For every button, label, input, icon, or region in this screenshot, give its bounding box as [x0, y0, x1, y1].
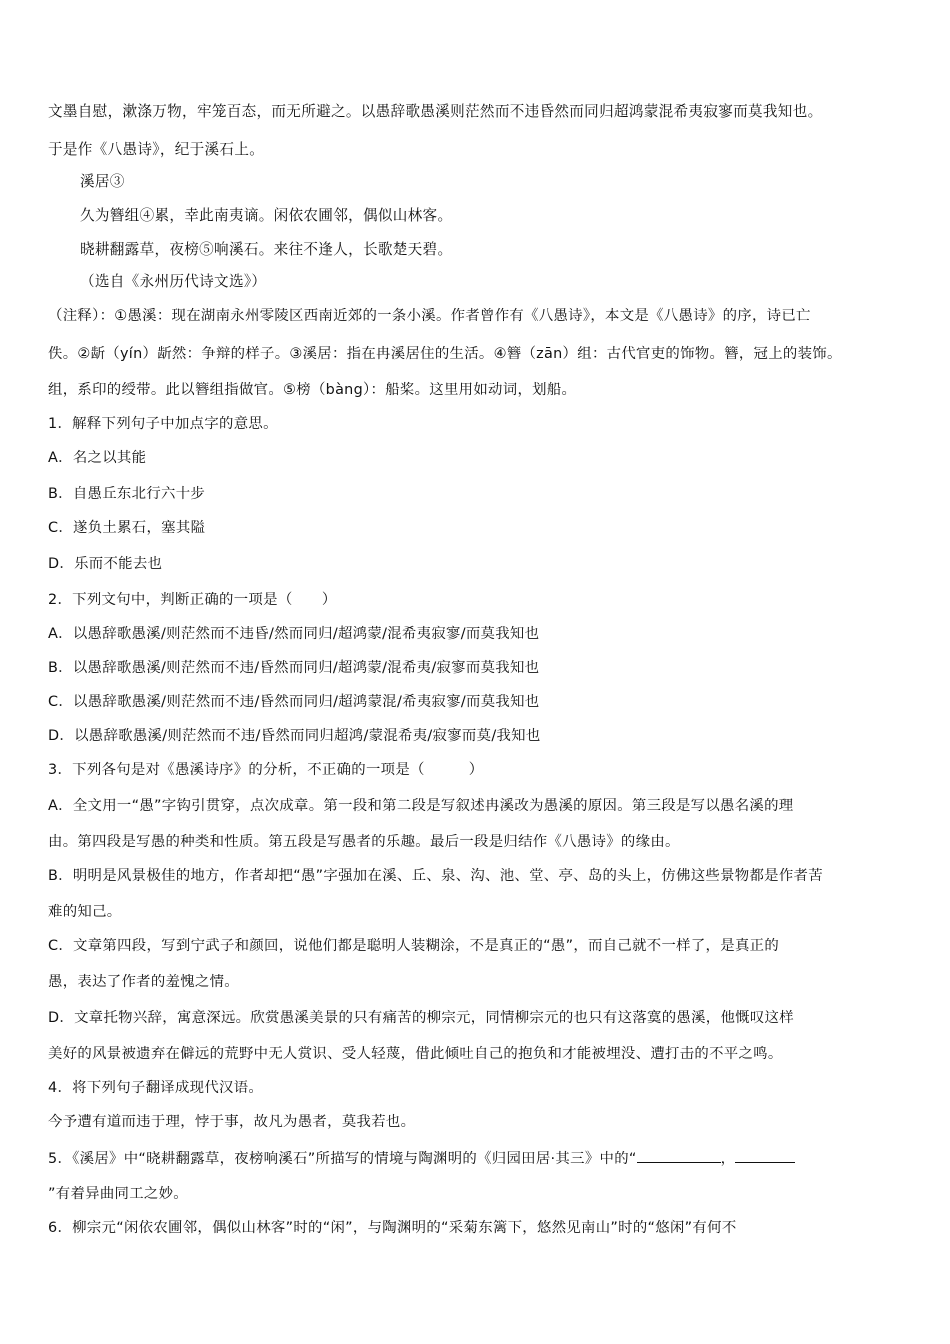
- question-1-option-b: B．自愚丘东北行六十步: [48, 486, 206, 502]
- poem-source: （选自《永州历代诗文选》）: [80, 273, 267, 290]
- passage-line: 于是作《八愚诗》，纪于溪石上。: [48, 141, 265, 158]
- question-3-option-c: C．文章第四段，写到宁武子和颜回，说他们都是聪明人装糊涂，不是真正的“愚”，而自己就不一样了，是真正的: [48, 938, 780, 954]
- question-5-stem: [48, 1148, 795, 1169]
- question-3-option-a-cont: 由。第四段是写愚的种类和性质。第五段是写愚者的乐趣。最后一段是归结作《八愚诗》的缘由。: [48, 834, 680, 850]
- passage-line: 文墨自慰，漱涤万物，牢笼百态，而无所避之。以愚辞歌愚溪则茫然而不违昏然而同归超鸿蒙混希夷寂寥而莫我知也。: [48, 103, 823, 120]
- question-3-option-d-cont: 美好的风景被遗弃在僻远的荒野中无人赏识、受人轻蔑，借此倾吐自己的抱负和才能被埋没、遭打击的不平之鸣。: [48, 1046, 783, 1062]
- poem-title: 溪居③: [80, 173, 125, 190]
- poem-line: 久为簪组④累，幸此南夷谪。闲依农圃邻，偶似山林客。: [80, 207, 453, 224]
- question-3-option-d: D．文章托物兴辞，寓意深远。欣赏愚溪美景的只有痛苦的柳宗元，同情柳宗元的也只有这落寞的愚溪，他慨叹这样: [48, 1010, 794, 1026]
- question-1-option-c: C．遂负土累石，塞其隘: [48, 520, 206, 536]
- question-1-option-a: A．名之以其能: [48, 450, 147, 466]
- question-2-option-c: C．以愚辞歌愚溪/则茫然而不违/昏然而同归/超鸿蒙混/希夷寂寥/而莫我知也: [48, 694, 540, 710]
- question-3-option-a: A．全文用一“愚”字钩引贯穿，点次成章。第一段和第二段是写叙述冉溪改为愚溪的原因。第三段是写以愚名溪的理: [48, 798, 794, 814]
- answer-blank[interactable]: [735, 1148, 795, 1163]
- answer-blank[interactable]: [637, 1148, 721, 1163]
- question-2-option-a: A．以愚辞歌愚溪/则茫然而不违昏/然而同归/超鸿蒙/混希夷寂寥/而莫我知也: [48, 626, 540, 642]
- question-4-text: 今予遭有道而违于理，悖于事，故凡为愚者，莫我若也。: [48, 1114, 416, 1130]
- notes-line: 组，系印的绶带。此以簪组指做官。⑤榜（bàng）：船桨。这里用如动词，划船。: [48, 382, 577, 398]
- notes-line: （注释）：①愚溪：现在湖南永州零陵区西南近郊的一条小溪。作者曾作有《八愚诗》，本文是《八愚诗》的序，诗已亡: [48, 308, 811, 324]
- poem-line: 晓耕翻露草，夜榜⑤响溪石。来往不逢人，长歌楚天碧。: [80, 241, 453, 258]
- notes-line: 佚。②龂（yín）龂然：争辩的样子。③溪居：指在冉溪居住的生活。④簪（zān）组：古代官吏的饰物。簪，冠上的装饰。: [48, 346, 842, 362]
- question-5-cont: ”有着异曲同工之妙。: [48, 1186, 188, 1202]
- question-5-text: 5．《溪居》中“晓耕翻露草，夜榜响溪石”所描写的情境与陶渊明的《归园田居·其三》中的“: [48, 1151, 637, 1167]
- question-6-stem: 6．柳宗元“闲依农圃邻，偶似山林客”时的“闲”，与陶渊明的“采菊东篱下，悠然见南山”时的“悠闲”有何不: [48, 1220, 737, 1236]
- question-5-separator: ，: [720, 1151, 736, 1167]
- question-2-stem: 2．下列文句中，判断正确的一项是（ ）: [48, 592, 337, 608]
- question-2-option-d: D．以愚辞歌愚溪/则茫然而不违/昏然而同归超鸿/蒙混希夷/寂寥而莫/我知也: [48, 728, 541, 744]
- question-1-option-d: D．乐而不能去也: [48, 556, 163, 572]
- question-1-stem: 1．解释下列句子中加点字的意思。: [48, 416, 278, 432]
- question-2-option-b: B．以愚辞歌愚溪/则茫然而不违/昏然而同归/超鸿蒙/混希夷/寂寥而莫我知也: [48, 660, 540, 676]
- question-3-option-c-cont: 愚，表达了作者的羞愧之情。: [48, 974, 239, 990]
- question-3-option-b: B．明明是风景极佳的地方，作者却把“愚”字强加在溪、丘、泉、沟、池、堂、亭、岛的头上，仿佛这些景物都是作者苦: [48, 868, 823, 884]
- question-3-stem: 3．下列各句是对《愚溪诗序》的分析，不正确的一项是（ ）: [48, 762, 484, 778]
- question-3-option-b-cont: 难的知己。: [48, 904, 122, 920]
- question-4-stem: 4．将下列句子翻译成现代汉语。: [48, 1080, 264, 1096]
